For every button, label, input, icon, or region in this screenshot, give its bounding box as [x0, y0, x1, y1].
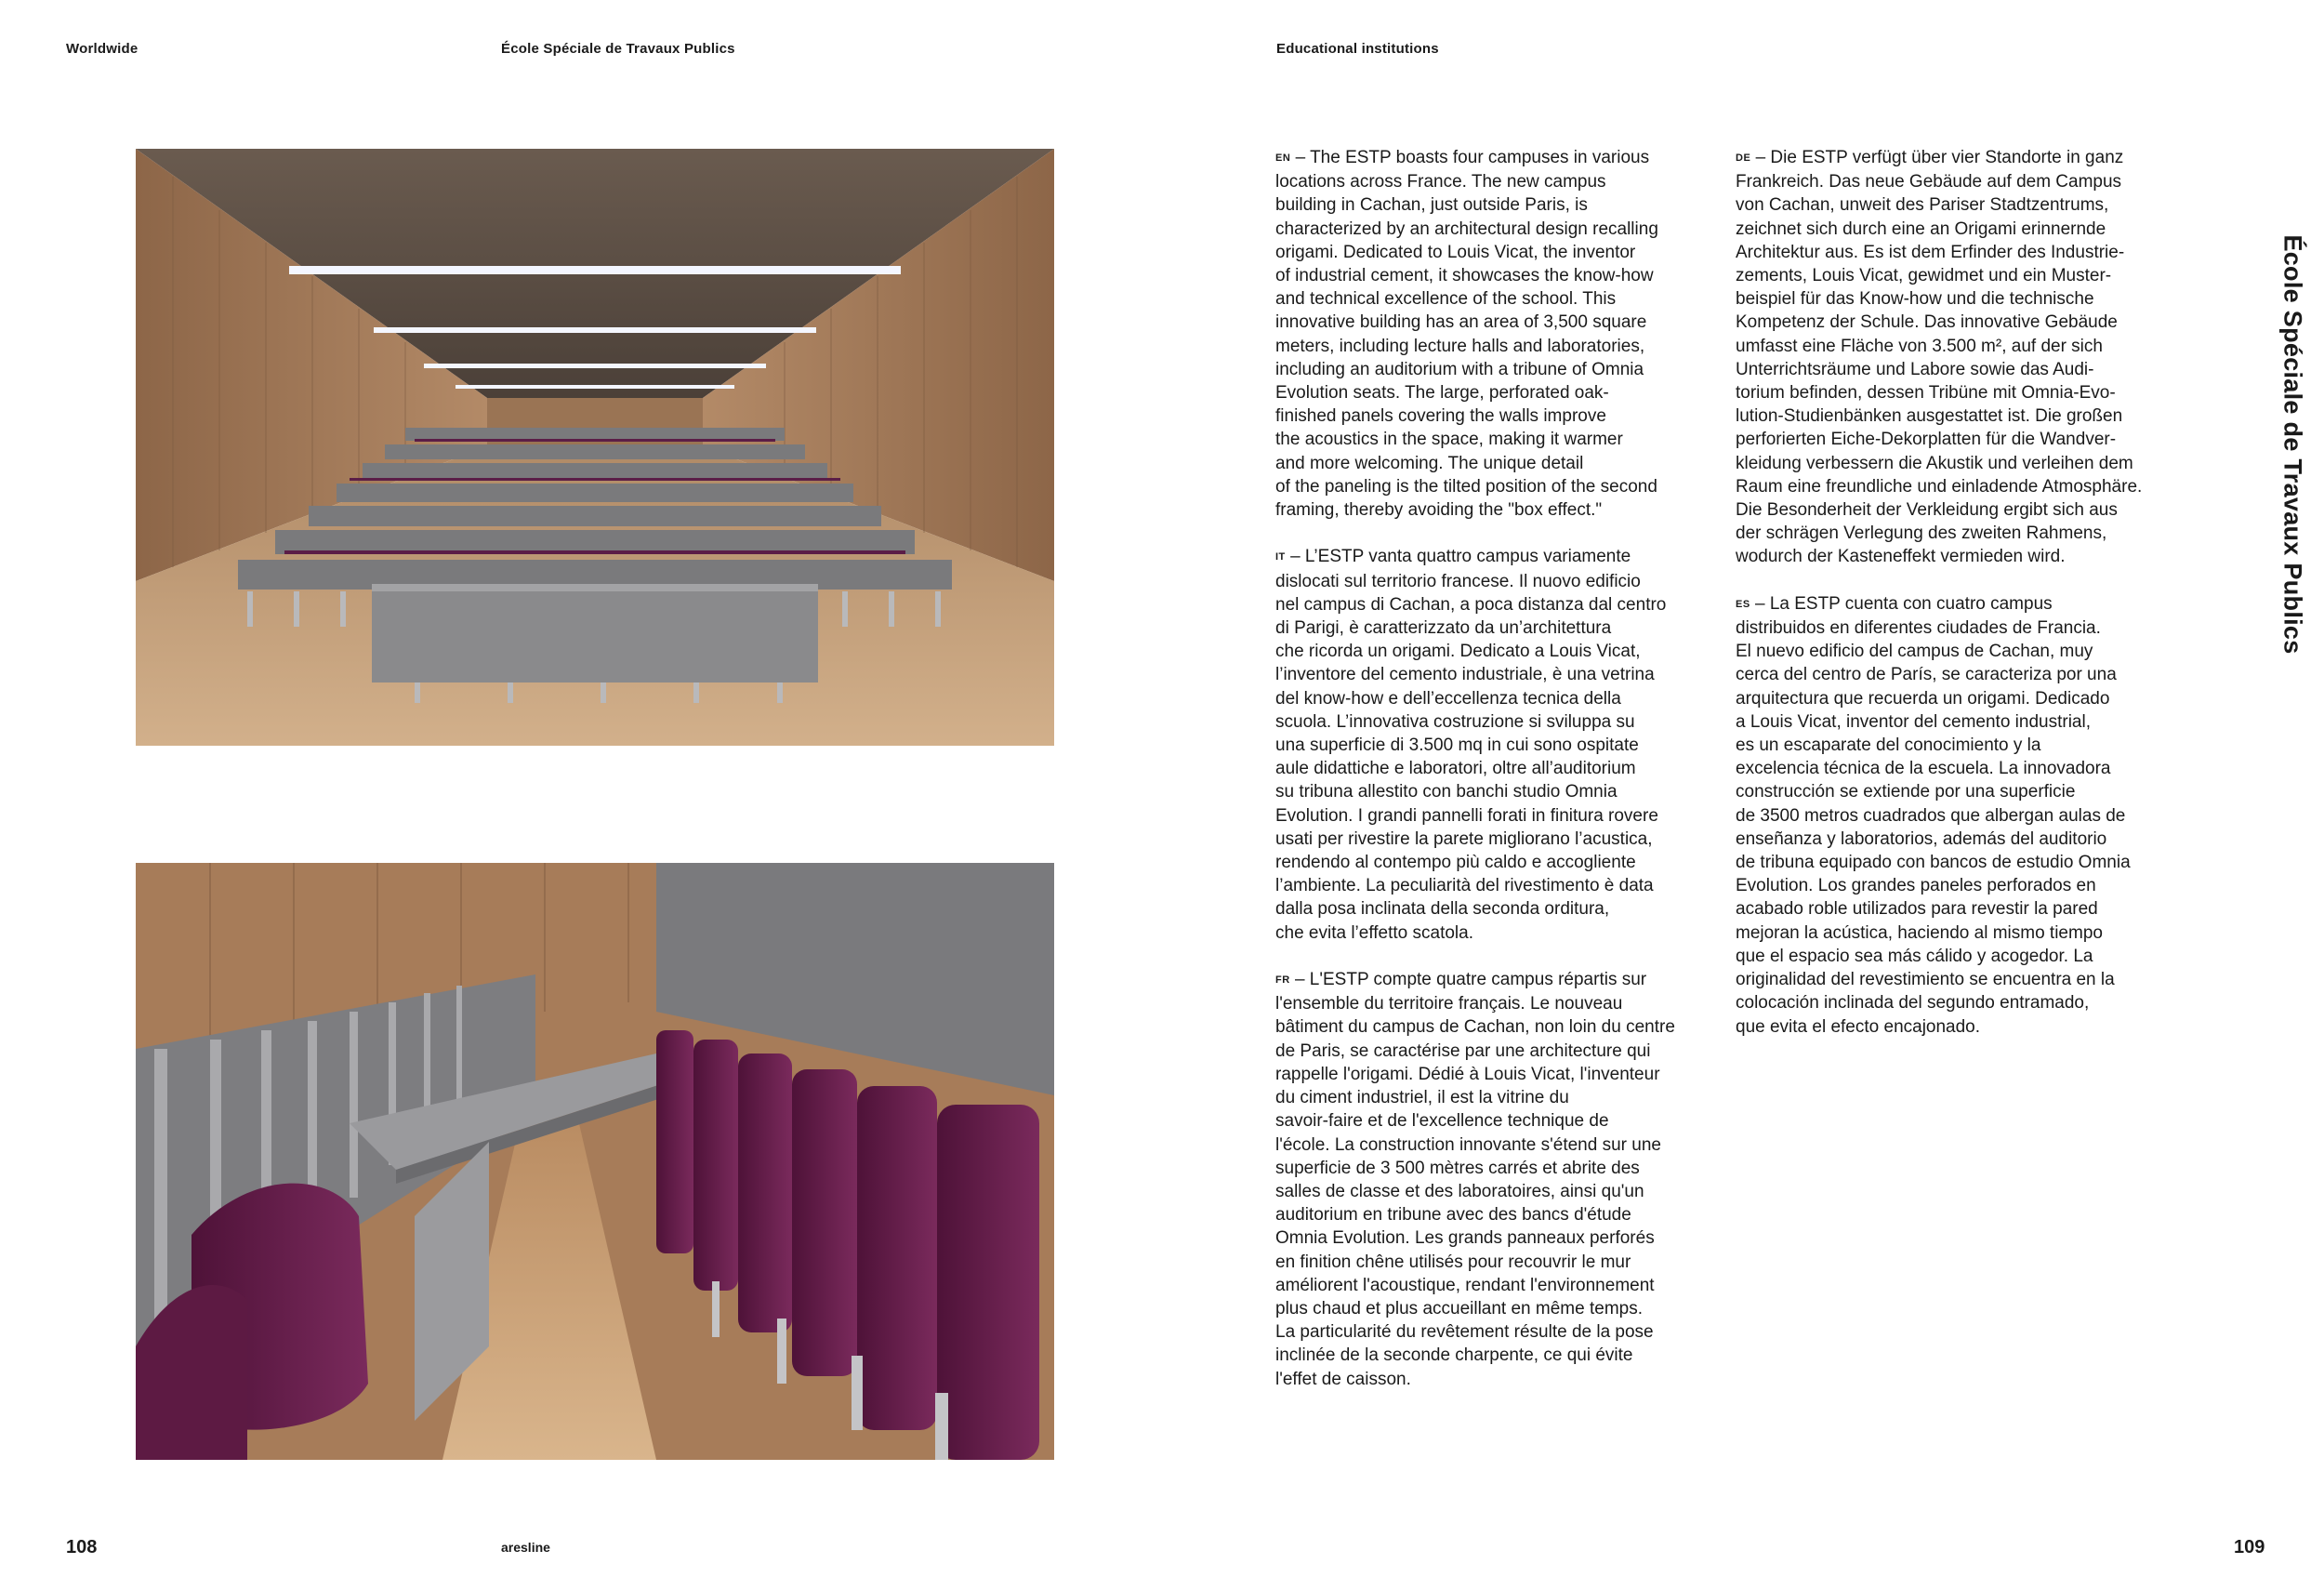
text-body-it: – L’ESTP vanta quattro campus variamente dislocati sul territorio francese. Il nuovo edificio nel campus di Cachan, a poca distanza dal centro di Parigi, è caratterizzato da un’architettura che ricorda un origami. Dedicato a Louis Vicat, l’inventore del cemento industriale, è una vetrina del know-how e dell’eccellenza tecnica della scuola. L’innovativa costruzione si sviluppa su una superficie di 3.500 mq in cui sono ospitate aule didattiche e laboratori, oltre all’auditorium su tribuna allestito con banchi studio Omnia Evolution. I grandi pannelli forati in finitura rovere usati per rivestire la parete migliorano l’acustica, rendendo al contempo più caldo e accogliente l’ambiente. La peculiarità del rivestimento è data dalla posa inclinata della seconda orditura, che evita l’effetto scatola.: [1275, 547, 1667, 943]
page-number-left: 108: [66, 1537, 98, 1557]
text-body-fr: – L'ESTP compte quatre campus répartis sur l'ensemble du territoire français. Le nouveau bâtiment du campus de Cachan, non loin du centre de Paris, se caractérise par une architecture qui rappelle l'origami. Dédié à Louis Vicat, l'inventeur du ciment industriel, il est la vitrine du savoir-faire et de l'excellence technique de l'école. La construction innovante s'étend sur une superficie de 3 500 mètres carrés et abrite des salles de classe et des laboratoires, ainsi qu'un auditorium en tribune avec des bancs d'étude Omnia Evolution. Les grands panneaux perforés en finition chêne utilisés pour recouvrir le mur améliorent l'acoustique, rendant l'environnement plus chaud et plus accueillant en même temps. La particularité du revêtement résulte de la pose inclinée de la seconde charpente, ce qui évite l'effet de caisson.: [1275, 970, 1675, 1389]
text-block-it: [1275, 545, 1675, 944]
text-block-es: [1736, 592, 2142, 1039]
running-header-project: École Spéciale de Travaux Publics: [501, 41, 735, 57]
auditorium-overview-photo: [136, 149, 1054, 746]
brand-name: aresline: [501, 1540, 550, 1555]
lang-label-it: IT: [1275, 551, 1286, 563]
text-block-en: [1275, 146, 1675, 522]
text-column-right: [1736, 146, 2142, 1062]
text-body-es: – La ESTP cuenta con cuatro campus distribuidos en diferentes ciudades de Francia. El nuevo edificio del campus de Cachan, muy cerca del centro de París, se caracteriza por una arquitectura que recuerda un origami. Dedicado a Louis Vicat, inventor del cemento industrial, es un escaparate del conocimiento y la excelencia técnica de la escuela. La innovadora construcción se extiende por una superficie de 3500 metros cuadrados que albergan aulas de enseñanza y laboratorios, además del auditorio de tribuna equipado con bancos de estudio Omnia Evolution. Los grandes paneles perforados en acabado roble utilizados para revestir la pared mejoran la acústica, haciendo al mismo tiempo que el espacio sea más cálido y acogedor. La originalidad del revestimiento se encuentra en la colocación inclinada del segundo entramado, que evita el efecto encajonado.: [1736, 593, 2131, 1037]
text-body-de: – Die ESTP verfügt über vier Standorte in ganz Frankreich. Das neue Gebäude auf dem Campus von Cachan, unweit des Pariser Stadtzentrums, zeichnet sich durch eine an Origami erinnernde Architektur aus. Es ist dem Erfinder des Industrie- zements, Louis Vicat, gewidmet und ein Muster- beispiel für das Know-how und die technische Kompetenz der Schule. Das innovative Gebäude umfasst eine Fläche von 3.500 m², auf der sich Unterrichtsräume und Labore sowie das Audi- torium befinden, dessen Tribüne mit Omnia-Evo- lution-Studienbänken ausgestattet ist. Die großen perforierten Eiche-Dekorplatten für die Wandver- kleidung verbessern die Akustik und verleihen dem Raum eine freundliche und einladende Atmosphäre. Die Besonderheit der Verkleidung ergibt sich aus der schrägen Verlegung des zweiten Rahmens, wodurch der Kasteneffekt vermieden wird.: [1736, 148, 2143, 567]
seating-closeup-photo: [136, 863, 1054, 1460]
running-header-category: Educational institutions: [1276, 41, 1439, 57]
text-block-fr: [1275, 968, 1675, 1391]
lang-label-es: ES: [1736, 598, 1750, 610]
page-number-right: 109: [2234, 1537, 2265, 1557]
running-header-section: Worldwide: [66, 41, 139, 57]
lang-label-fr: FR: [1275, 974, 1290, 987]
text-body-en: – The ESTP boasts four campuses in various locations across France. The new campus building in Cachan, just outside Paris, is characterized by an architectural design recalling origami. Dedicated to Louis Vicat, the inventor of industrial cement, it showcases the know-how and technical excellence of the school. This innovative building has an area of 3,500 square meters, including lecture halls and laboratories, including an auditorium with a tribune of Omnia Evolution seats. The large, perforated oak- finished panels covering the walls improve the acoustics in the space, making it warmer and more welcoming. The unique detail of the paneling is the tilted position of the second framing, thereby avoiding the "box effect.": [1275, 148, 1658, 521]
text-column-left: [1275, 146, 1675, 1414]
lang-label-de: DE: [1736, 152, 1751, 164]
text-block-de: [1736, 146, 2142, 569]
lang-label-en: EN: [1275, 152, 1291, 164]
side-title-text: École Spéciale de Travaux Publics: [2278, 234, 2307, 655]
